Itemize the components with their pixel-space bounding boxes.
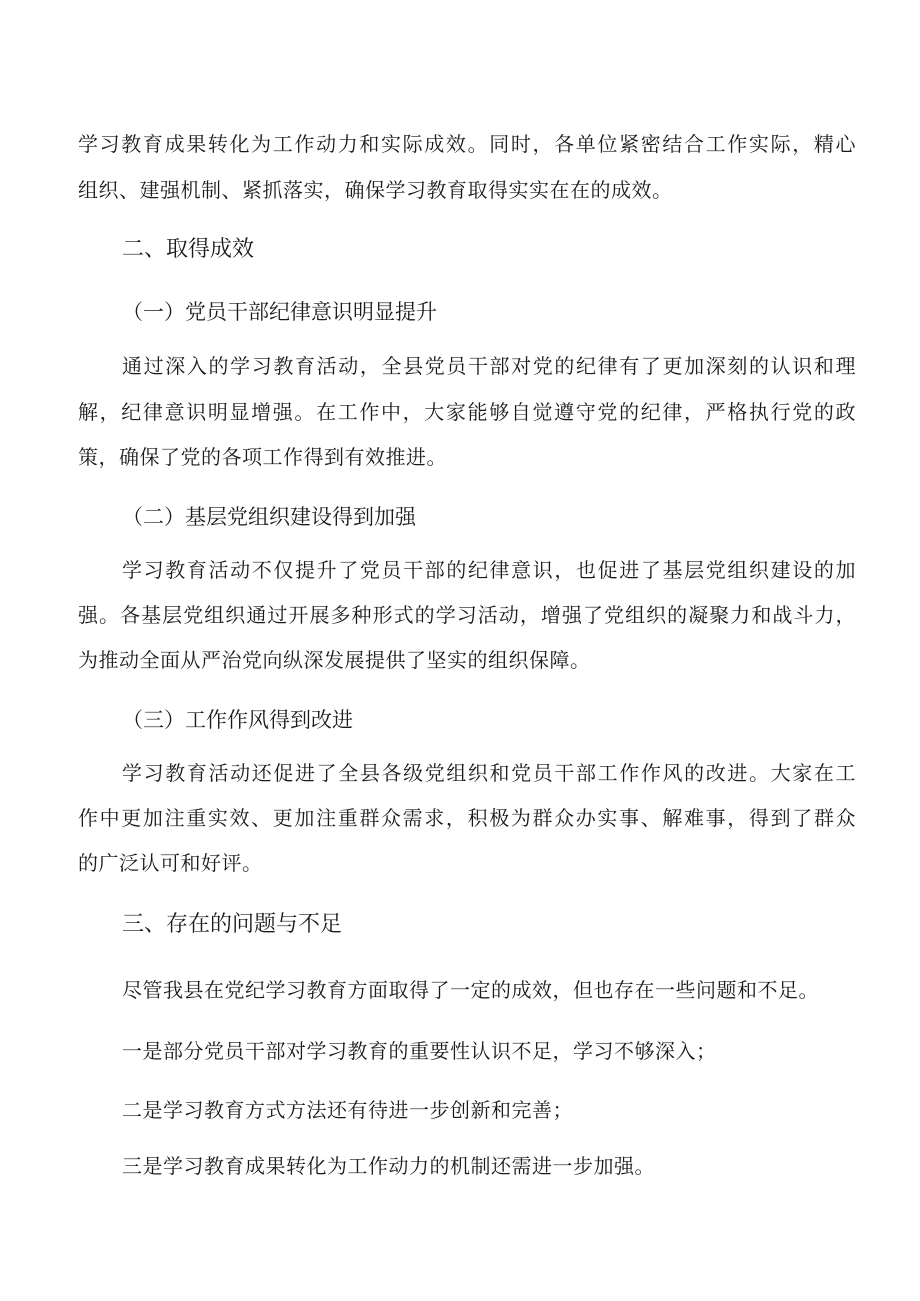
section-heading-achievements: 二、取得成效 [122, 237, 255, 262]
problem-item-3: 三是学习教育成果转化为工作动力的机制还需进一步加强。 [122, 1154, 655, 1178]
subsection-1-line-2: 解，纪律意识明显增强。在工作中，大家能够自觉遵守党的纪律，严格执行党的政 [78, 400, 856, 424]
problems-intro: 尽管我县在党纪学习教育方面取得了一定的成效，但也存在一些问题和不足。 [122, 978, 819, 1002]
subsection-heading-3: （三）工作作风得到改进 [122, 708, 353, 732]
subsection-3-line-1: 学习教育活动还促进了全县各级党组织和党员干部工作作风的改进。大家在工 [122, 761, 856, 785]
subsection-heading-1: （一）党员干部纪律意识明显提升 [122, 300, 437, 324]
subsection-2-line-2: 强。各基层党组织通过开展多种形式的学习活动，增强了党组织的凝聚力和战斗力， [78, 603, 856, 627]
intro-paragraph-line-2: 组织、建强机制、紧抓落实，确保学习教育取得实实在在的成效。 [78, 178, 673, 202]
problem-item-1: 一是部分党员干部对学习教育的重要性认识不足，学习不够深入； [122, 1039, 717, 1063]
subsection-heading-2: （二）基层党组织建设得到加强 [122, 505, 416, 529]
subsection-3-line-3: 的广泛认可和好评。 [78, 851, 263, 875]
intro-paragraph-line-1: 学习教育成果转化为工作动力和实际成效。同时，各单位紧密结合工作实际，精心 [78, 132, 856, 156]
problem-item-2: 二是学习教育方式方法还有待进一步创新和完善； [122, 1098, 573, 1122]
subsection-1-line-1: 通过深入的学习教育活动，全县党员干部对党的纪律有了更加深刻的认识和理 [122, 354, 856, 378]
subsection-2-line-1: 学习教育活动不仅提升了党员干部的纪律意识，也促进了基层党组织建设的加 [122, 558, 856, 582]
subsection-1-line-3: 策，确保了党的各项工作得到有效推进。 [78, 445, 447, 469]
subsection-2-line-3: 为推动全面从严治党向纵深发展提供了坚实的组织保障。 [78, 648, 591, 672]
subsection-3-line-2: 作中更加注重实效、更加注重群众需求，积极为群众办实事、解难事，得到了群众 [78, 806, 856, 830]
section-heading-problems: 三、存在的问题与不足 [122, 912, 343, 937]
